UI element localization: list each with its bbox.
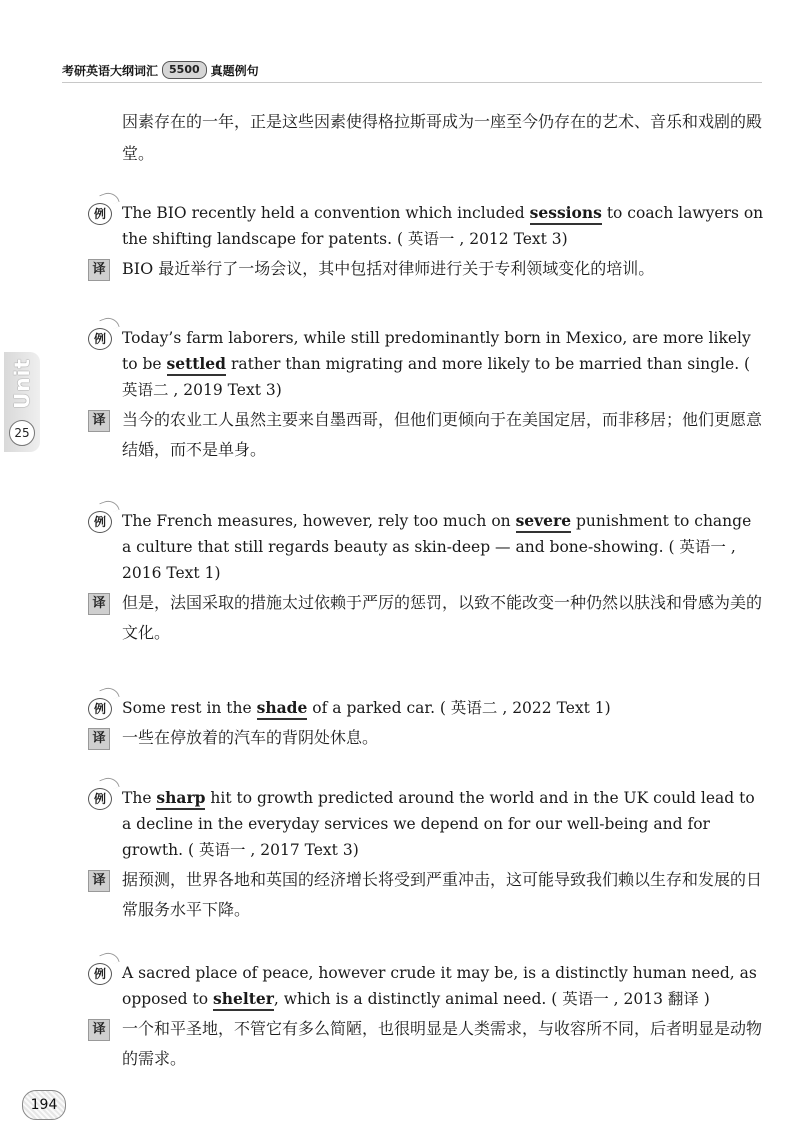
page-number: 194 — [22, 1090, 66, 1120]
header-title-part2: 真题例句 — [210, 63, 259, 78]
example-sentence — [88, 785, 764, 863]
example-entry — [88, 695, 764, 753]
example-text-after: to coach lawyers on the shifting landscape for patents. ( 英语一 , 2012 Text 3) — [122, 204, 764, 248]
header-badge: 5500 — [162, 61, 207, 79]
example-entry — [88, 960, 764, 1074]
example-text-before: A sacred place of peace, however crude it may be, is a distinctly human need, as opposed to — [122, 964, 757, 1008]
translation-text: 一些在停放着的汽车的背阴处休息。 — [122, 728, 379, 747]
keyword: shade — [257, 698, 308, 720]
example-sentence — [88, 508, 764, 586]
keyword: sharp — [156, 788, 205, 810]
example-mark-icon: 例 — [88, 328, 112, 350]
example-text-before: Some rest in the — [122, 699, 257, 717]
example-text-after: hit to growth predicted around the world and in the UK could lead to a decline in the everyday services we depend on for our well-being and for growth. ( 英语一 , 2017 Text 3) — [122, 789, 755, 859]
example-text-before: The — [122, 789, 157, 807]
example-text-after: of a parked car. ( 英语二 , 2022 Text 1) — [307, 699, 611, 717]
example-entry — [88, 200, 764, 284]
translation — [88, 865, 764, 925]
translation — [88, 588, 764, 648]
keyword: sessions — [530, 203, 602, 225]
translation-mark-icon: 译 — [88, 410, 110, 432]
example-entry — [88, 785, 764, 925]
unit-side-tab — [4, 352, 40, 452]
header-title-part1: 考研英语大纲词汇 — [62, 63, 159, 78]
example-sentence — [88, 200, 764, 252]
translation-text: 据预测，世界各地和英国的经济增长将受到严重冲击，这可能导致我们赖以生存和发展的日常服务水平下降。 — [122, 870, 763, 919]
translation — [88, 254, 764, 284]
translation-text: 但是，法国采取的措施太过依赖于严厉的惩罚，以致不能改变一种仍然以肤浅和骨感为美的文化。 — [122, 593, 763, 642]
translation-text: 一个和平圣地，不管它有多么简陋，也很明显是人类需求，与收容所不同，后者明显是动物的需求。 — [122, 1019, 763, 1068]
header-rule — [62, 82, 762, 83]
example-entry — [88, 325, 764, 465]
translation-text: BIO 最近举行了一场会议，其中包括对律师进行关于专利领域变化的培训。 — [122, 259, 655, 278]
keyword: settled — [167, 354, 227, 376]
translation-mark-icon: 译 — [88, 728, 110, 750]
example-entry — [88, 508, 764, 648]
translation-mark-icon: 译 — [88, 259, 110, 281]
running-header — [62, 60, 259, 80]
example-mark-icon: 例 — [88, 698, 112, 720]
example-sentence — [88, 960, 764, 1012]
example-mark-icon: 例 — [88, 511, 112, 533]
example-text-after: punishment to change a culture that still regards beauty as skin-deep — and bone-showing. ( 英语一 , 2016 Text 1) — [122, 512, 752, 582]
example-mark-icon: 例 — [88, 203, 112, 225]
keyword: severe — [516, 511, 571, 533]
unit-number: 25 — [9, 420, 35, 446]
example-sentence — [88, 695, 764, 721]
example-text-before: Today’s farm laborers, while still predominantly born in Mexico, are more likely to be — [122, 329, 751, 373]
example-text-after: rather than migrating and more likely to be married than single. ( 英语二 , 2019 Text 3) — [122, 355, 751, 399]
example-text-before: The French measures, however, rely too much on — [122, 512, 516, 530]
example-mark-icon: 例 — [88, 963, 112, 985]
keyword: shelter — [213, 989, 274, 1011]
translation — [88, 723, 764, 753]
translation-mark-icon: 译 — [88, 593, 110, 615]
example-sentence — [88, 325, 764, 403]
example-text-after: , which is a distinctly animal need. ( 英语一 , 2013 翻译 ) — [273, 990, 710, 1008]
unit-label: Unit — [10, 358, 34, 409]
translation-mark-icon: 译 — [88, 1019, 110, 1041]
translation-text: 当今的农业工人虽然主要来自墨西哥，但他们更倾向于在美国定居，而非移居；他们更愿意结婚，而不是单身。 — [122, 410, 763, 459]
translation — [88, 405, 764, 465]
translation-mark-icon: 译 — [88, 870, 110, 892]
translation — [88, 1014, 764, 1074]
example-text-before: The BIO recently held a convention which included — [122, 204, 530, 222]
intro-paragraph: 因素存在的一年，正是这些因素使得格拉斯哥成为一座至今仍存在的艺术、音乐和戏剧的殿堂。 — [122, 112, 763, 163]
example-mark-icon: 例 — [88, 788, 112, 810]
